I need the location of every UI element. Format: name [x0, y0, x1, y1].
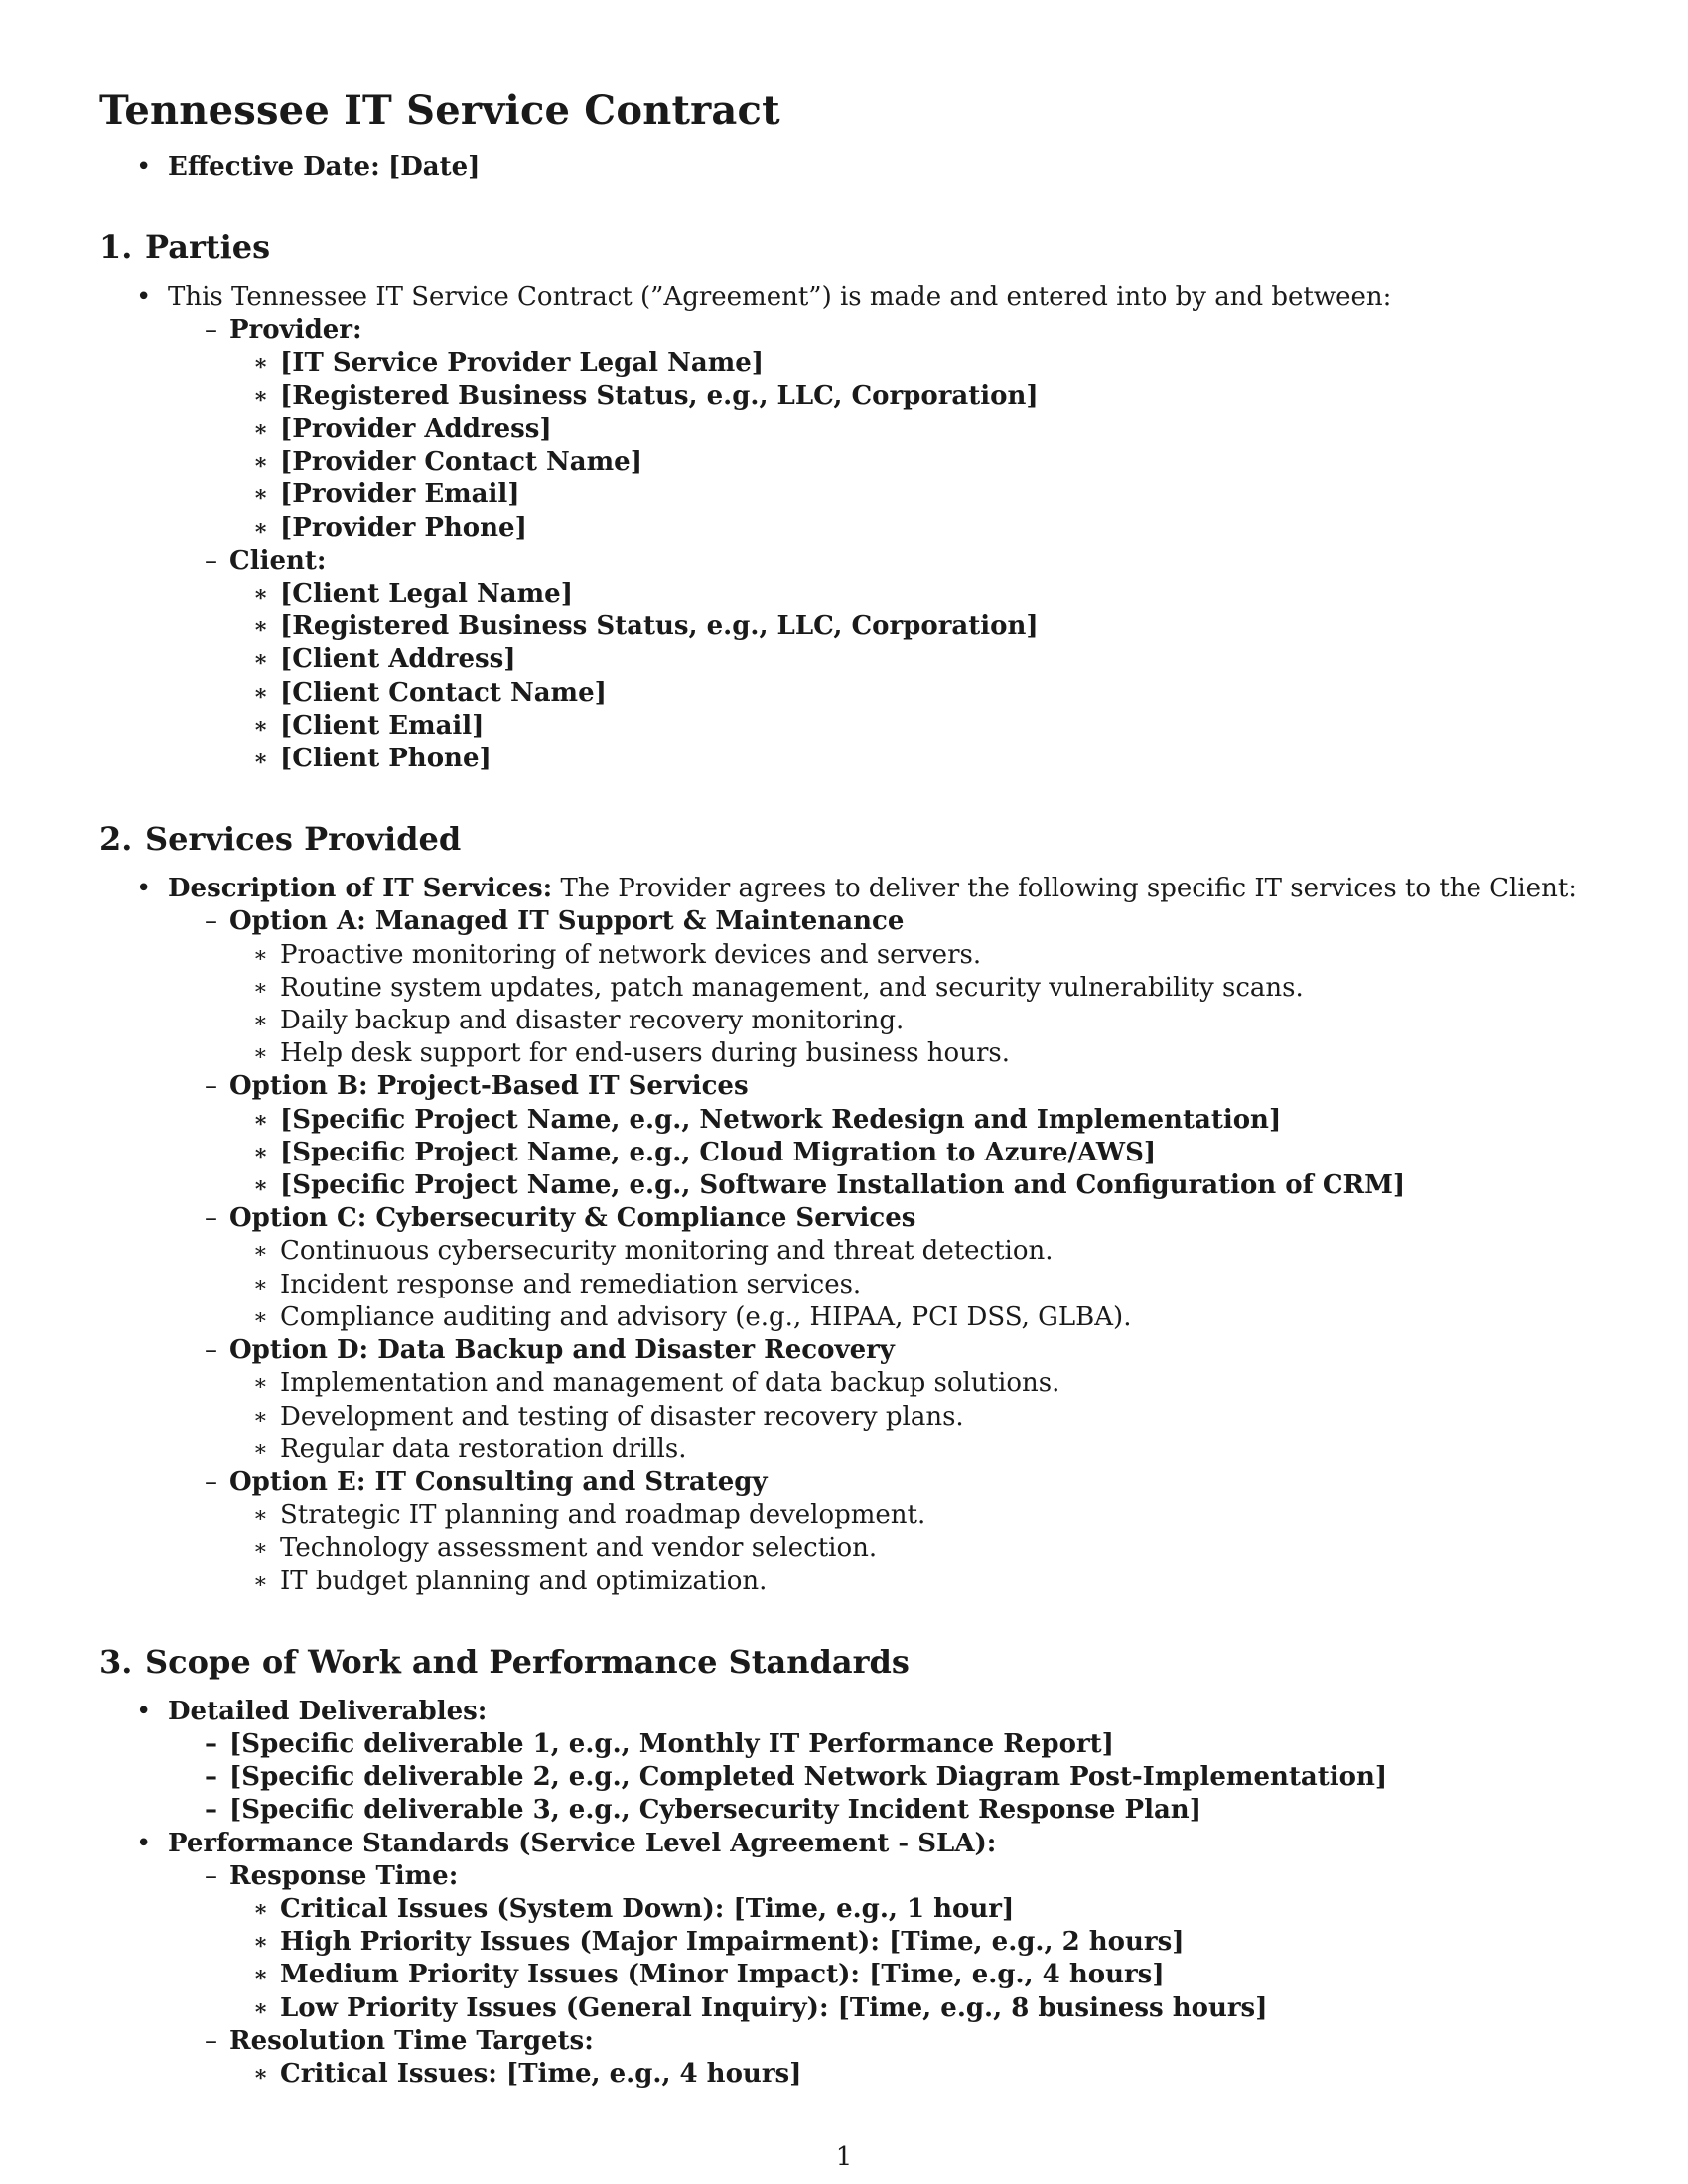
- service-option-a: [168, 905, 1589, 1070]
- service-option-d: [168, 1334, 1589, 1466]
- scope-list: [99, 1696, 1589, 2091]
- services-desc-label: Description of IT Services:: [168, 874, 553, 904]
- sla-list: [99, 1860, 1589, 2091]
- option-item: ∗ IT budget planning and optimization.: [229, 1566, 1589, 1598]
- response-time-entry: ∗ High Priority Issues (Major Impairment): [Time, e.g., 2 hours]: [229, 1926, 1589, 1959]
- option-e-items: [168, 1499, 1589, 1598]
- resolution-time-label: Resolution Time Targets:: [229, 2025, 594, 2056]
- effective-date-list: [99, 151, 1589, 184]
- section-3-number: 3.: [99, 1642, 133, 1681]
- service-option-e: [168, 1466, 1589, 1598]
- option-d-items: [168, 1367, 1589, 1466]
- provider-field: ∗ [Provider Email]: [229, 478, 1589, 511]
- service-option-b: [168, 1070, 1589, 1202]
- deliverables-item: [99, 1696, 1589, 1828]
- service-option-c: [168, 1202, 1589, 1334]
- client-field: ∗ [Client Email]: [229, 710, 1589, 743]
- response-time-entry: ∗ Low Priority Issues (General Inquiry): [Time, e.g., 8 business hours]: [229, 1992, 1589, 2025]
- sla-item: [99, 1828, 1589, 2092]
- provider-field: ∗ [Registered Business Status, e.g., LLC, Corporation]: [229, 380, 1589, 413]
- resolution-time-entry: ∗ Critical Issues: [Time, e.g., 4 hours]: [229, 2058, 1589, 2091]
- client-field: ∗ [Client Contact Name]: [229, 677, 1589, 710]
- parties-list: [99, 281, 1589, 775]
- option-item: ∗ Incident response and remediation services.: [229, 1269, 1589, 1301]
- option-label: Option A: Managed IT Support & Maintenance: [229, 906, 905, 937]
- document-page: [99, 87, 1589, 2091]
- option-b-items: [168, 1104, 1589, 1203]
- client-item: [168, 545, 1589, 775]
- page-number: 1: [835, 2142, 853, 2172]
- section-2-title: Services Provided: [145, 820, 462, 859]
- section-3-title: Scope of Work and Performance Standards: [145, 1642, 910, 1681]
- services-desc-text: The Provider agrees to deliver the following specific IT services to the Client:: [560, 874, 1578, 904]
- option-item: ∗ Implementation and management of data backup solutions.: [229, 1367, 1589, 1400]
- option-item: ∗ Strategic IT planning and roadmap development.: [229, 1499, 1589, 1532]
- provider-field: ∗ [Provider Address]: [229, 413, 1589, 446]
- section-2-heading: [99, 819, 1589, 859]
- response-time-label: Response Time:: [229, 1860, 459, 1891]
- option-item: ∗ Regular data restoration drills.: [229, 1433, 1589, 1466]
- deliverables-list: [99, 1728, 1589, 1828]
- section-1-number: 1.: [99, 228, 133, 267]
- option-item: ∗ Routine system updates, patch management, and security vulnerability scans.: [229, 972, 1589, 1005]
- client-label: Client:: [229, 545, 327, 576]
- section-1-title: Parties: [145, 228, 271, 267]
- parties-sublist: [99, 314, 1589, 775]
- services-description: [99, 873, 1589, 1597]
- deliverable: – [Specific deliverable 1, e.g., Monthly IT Performance Report]: [168, 1728, 1589, 1761]
- option-item: ∗ [Specific Project Name, e.g., Software Installation and Configuration of CRM]: [229, 1169, 1589, 1202]
- option-label: Option E: IT Consulting and Strategy: [229, 1466, 768, 1497]
- client-field: ∗ [Client Phone]: [229, 743, 1589, 775]
- option-label: Option C: Cybersecurity & Compliance Services: [229, 1203, 916, 1234]
- client-field: ∗ [Client Legal Name]: [229, 578, 1589, 611]
- response-time-item: [168, 1860, 1589, 2025]
- effective-date-value: [Date]: [387, 152, 481, 182]
- client-field: ∗ [Client Address]: [229, 643, 1589, 676]
- provider-label: Provider:: [229, 315, 362, 345]
- resolution-time-list: [168, 2058, 1589, 2091]
- option-item: ∗ Development and testing of disaster recovery plans.: [229, 1401, 1589, 1433]
- provider-item: [168, 314, 1589, 544]
- section-1-heading: [99, 227, 1589, 267]
- option-c-items: [168, 1235, 1589, 1334]
- parties-intro-text: This Tennessee IT Service Contract (”Agreement”) is made and entered into by and between:: [168, 282, 1392, 313]
- section-2-number: 2.: [99, 820, 133, 859]
- resolution-time-item: [168, 2025, 1589, 2091]
- effective-date-item: [99, 151, 1589, 184]
- deliverables-label: Detailed Deliverables:: [168, 1696, 488, 1726]
- option-item: ∗ Continuous cybersecurity monitoring and threat detection.: [229, 1235, 1589, 1268]
- client-fields: [168, 578, 1589, 775]
- option-item: ∗ [Specific Project Name, e.g., Network Redesign and Implementation]: [229, 1104, 1589, 1137]
- option-item: ∗ Proactive monitoring of network devices and servers.: [229, 939, 1589, 972]
- option-label: Option D: Data Backup and Disaster Recovery: [229, 1335, 895, 1366]
- provider-field: ∗ [Provider Contact Name]: [229, 446, 1589, 478]
- services-list: [99, 873, 1589, 1597]
- option-item: ∗ Help desk support for end-users during business hours.: [229, 1037, 1589, 1070]
- effective-date-label: Effective Date:: [168, 152, 380, 182]
- option-item: ∗ Technology assessment and vendor selection.: [229, 1532, 1589, 1565]
- parties-intro: [99, 281, 1589, 775]
- response-time-entry: ∗ Medium Priority Issues (Minor Impact): [Time, e.g., 4 hours]: [229, 1959, 1589, 1991]
- document-title: Tennessee IT Service Contract: [99, 87, 780, 134]
- option-item: ∗ Daily backup and disaster recovery monitoring.: [229, 1005, 1589, 1037]
- client-field: ∗ [Registered Business Status, e.g., LLC, Corporation]: [229, 611, 1589, 643]
- response-time-list: [168, 1893, 1589, 2025]
- option-a-items: [168, 939, 1589, 1071]
- deliverable: – [Specific deliverable 2, e.g., Completed Network Diagram Post-Implementation]: [168, 1761, 1589, 1794]
- sla-label: Performance Standards (Service Level Agreement - SLA):: [168, 1828, 997, 1858]
- deliverable: – [Specific deliverable 3, e.g., Cybersecurity Incident Response Plan]: [168, 1794, 1589, 1827]
- option-label: Option B: Project-Based IT Services: [229, 1071, 749, 1102]
- provider-fields: [168, 347, 1589, 545]
- option-item: ∗ [Specific Project Name, e.g., Cloud Migration to Azure/AWS]: [229, 1137, 1589, 1169]
- service-options: [99, 905, 1589, 1597]
- section-3-heading: [99, 1642, 1589, 1682]
- provider-field: ∗ [IT Service Provider Legal Name]: [229, 347, 1589, 380]
- response-time-entry: ∗ Critical Issues (System Down): [Time, e.g., 1 hour]: [229, 1893, 1589, 1926]
- provider-field: ∗ [Provider Phone]: [229, 512, 1589, 545]
- option-item: ∗ Compliance auditing and advisory (e.g., HIPAA, PCI DSS, GLBA).: [229, 1301, 1589, 1334]
